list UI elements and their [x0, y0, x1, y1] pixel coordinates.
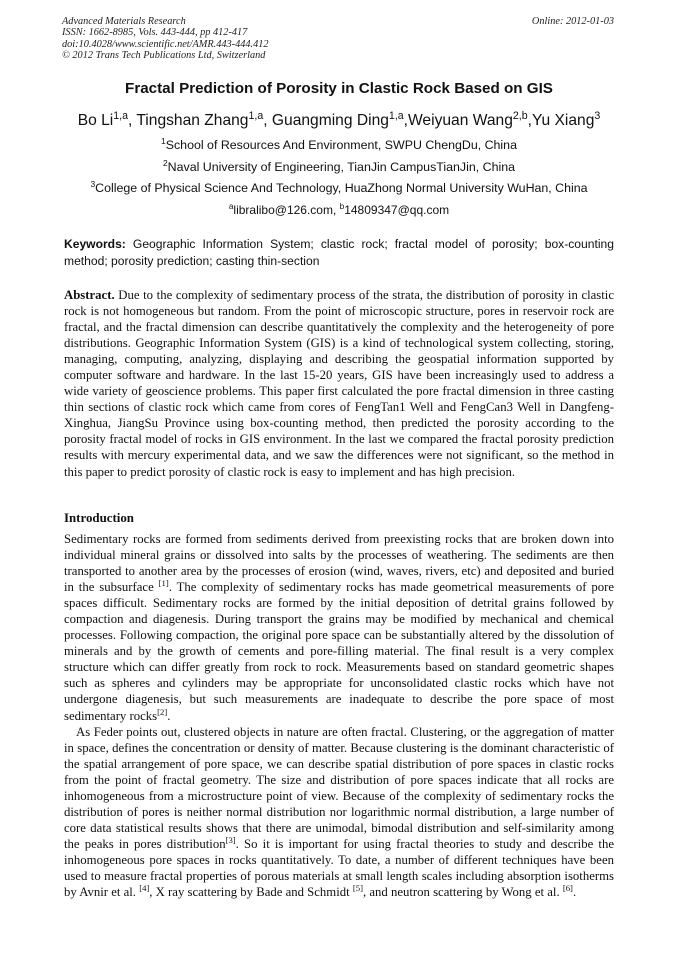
abstract-text: Due to the complexity of sedimentary process of the strata, the distribution of porosity in clastic rock is not homogeneous but random. From the point of microscopic structure, pores in reservoir rock are fractal, and the fractal dimension can describe quantitatively the complexity and the heterogeneity of pore distributions. Geographic Information System (GIS) is a kind of technological system collecting, storing, managing, computing, analyzing, displaying and describing the geospatial information supported by computer software and hardware. In the last 15-20 years, GIS have been increasingly used to address a wide variety of geoscience problems. This paper first calculated the pore fractal dimension in three casting thin sections of clastic rock which came from cores of FengTan1 Well and FengCan3 Well in Dangfeng-Xinghua, JiangSu Province using box-counting method, then predicted the porosity according to the porosity fractal model of rocks in GIS environment. In the last we compared the fractal porosity prediction results with mercury experimental data, and we saw the differences were not significant, so the method in this paper to predict porosity of clastic rock is easy to implement and has high precision. [64, 288, 615, 479]
author-list: Bo Li$^{1,a}$, Tingshan Zhang$^{1,a}$, Guangming Ding$^{1,a}$,Weiyuan Wang$^{2,b}$,Yu Xiang$^3$ [77, 109, 601, 129]
affiliation-sup: 1 [161, 135, 166, 146]
paragraph-text: . So it is important for using fractal theories to study and describe the inhomogeneous pore spaces in rocks quantitatively. To date, a number of different techniques have been used to measure fractal properties of porous materials at small length scales including absorption isotherms by Avnir et al. [64, 836, 614, 900]
paragraph-text: Sedimentary rocks are formed from sediments derived from preexisting rocks that are broken down into individual mineral grains or dissolved into salts by the processes of weathering. The sediments are then transported to another area by the processes of erosion (wind, waves, rivers, etc) and deposited and buried in the subsurface [64, 532, 614, 595]
author-sup: 1,a [388, 109, 404, 122]
author-sup: 1,a [248, 109, 264, 122]
keywords-block [64, 236, 614, 269]
paragraph-text: , and neutron scattering by Wong et al. [362, 885, 563, 900]
affiliation-sup: 2 [162, 157, 168, 168]
email-sup: a [228, 202, 234, 211]
citation[interactable]: [6] [562, 882, 573, 893]
affiliation-text: School of Resources And Environment, SWPU ChengDu, China [165, 138, 517, 152]
paragraph-text: . [572, 885, 577, 900]
author-name: Yu Xiang [531, 112, 595, 129]
author-name: Weiyuan Wang [408, 112, 513, 129]
introduction-body [64, 531, 614, 900]
keywords-text: Geographic Information System; clastic rock; fractal model of porosity; box-counting method; porosity prediction; casting thin-section [64, 237, 614, 268]
keywords-label: Keywords: [64, 237, 126, 251]
email-sup: b [339, 202, 345, 211]
paragraph [64, 724, 614, 901]
section-heading-introduction: Introduction [64, 511, 134, 525]
citation[interactable]: [1] [158, 577, 169, 588]
abstract-block [64, 287, 614, 480]
abstract-label: Abstract. [64, 288, 115, 302]
affiliation-text: College of Physical Science And Technology, HuaZhong Normal University WuHan, China [95, 181, 588, 195]
journal-header [62, 16, 269, 61]
affiliation [0, 135, 678, 152]
citation[interactable]: [2] [157, 706, 168, 717]
doi-line: doi:10.4028/www.scientific.net/AMR.443-444.412 [62, 38, 269, 50]
paragraph-text: , X ray scattering by Bade and Schmidt [149, 885, 353, 900]
paragraph-text: . The complexity of sedimentary rocks has made geometrical measurements of pore spaces difficult. Sedimentary rocks are formed by the initial deposition of detrital grains followed by compaction and diagenesis. During transport the grains may be modified by mechanical and chemical processes. Following compaction, the original pore space can be substantially altered by the dissolution of minerals and by the growth of cements and pore-filling material. The final result is a very complex structure which can differ greatly from rock to rock. Measurements based on standard geometric shapes such as spheres and cylinders may be appropriate for unconsolidated clastic rocks which have not undergone diagenesis, but such measurements are inadequate to describe the pore space of most sedimentary rocks [64, 580, 615, 723]
issn-line: ISSN: 1662-8985, Vols. 443-444, pp 412-417 [62, 27, 248, 39]
citation[interactable]: [4] [139, 882, 150, 893]
copyright-line: © 2012 Trans Tech Publications Ltd, Switzerland [62, 49, 266, 61]
affiliation-text: Naval University of Engineering, TianJin CampusTianJin, China [167, 160, 516, 174]
journal-name: Advanced Materials Research [62, 16, 186, 27]
paragraph-text: As Feder points out, clustered objects in nature are often fractal. Clustering, or the aggregation of matter in space, defines the concentration or density of matter. Because clustering is the dominant characteristic of the spatial arrangement of pore space, we can describe spatial distribution of pore spaces in clastic rocks from the point of fractal geometry. The size and distribution of pore spaces indicate that all rocks are inhomogeneous from a microstructure point of view. Because of the complexity of sedimentary rocks the distribution of pores is neither normal distribution nor logarithmic normal distribution, a large number of core data statistical results shows that there are unimodal, bimodal distribution and self-similarity among the peaks in pores distribution [64, 724, 614, 851]
affiliation [0, 178, 678, 195]
author-sup: 1,a [113, 109, 128, 122]
affiliation-sup: 3 [90, 178, 96, 189]
author-emails [0, 203, 678, 217]
online-date: Online: 2012-01-03 [531, 16, 614, 27]
paragraph-text: . [167, 708, 171, 723]
author-name: Guangming Ding [271, 112, 389, 129]
paragraph [64, 531, 614, 724]
citation[interactable]: [3] [225, 834, 236, 845]
citation[interactable]: [5] [352, 882, 363, 893]
author-name: Bo Li [77, 112, 114, 129]
paper-title: Fractal Prediction of Porosity in Clastic Rock Based on GIS [125, 80, 553, 97]
author-sup: 2,b [512, 109, 528, 122]
email-link[interactable]: libralibo@126.com, [233, 203, 337, 217]
affiliation [0, 157, 678, 174]
email-link[interactable]: 14809347@qq.com [344, 203, 450, 217]
author-sup: 3 [594, 109, 601, 122]
author-name: Tingshan Zhang [136, 112, 249, 129]
